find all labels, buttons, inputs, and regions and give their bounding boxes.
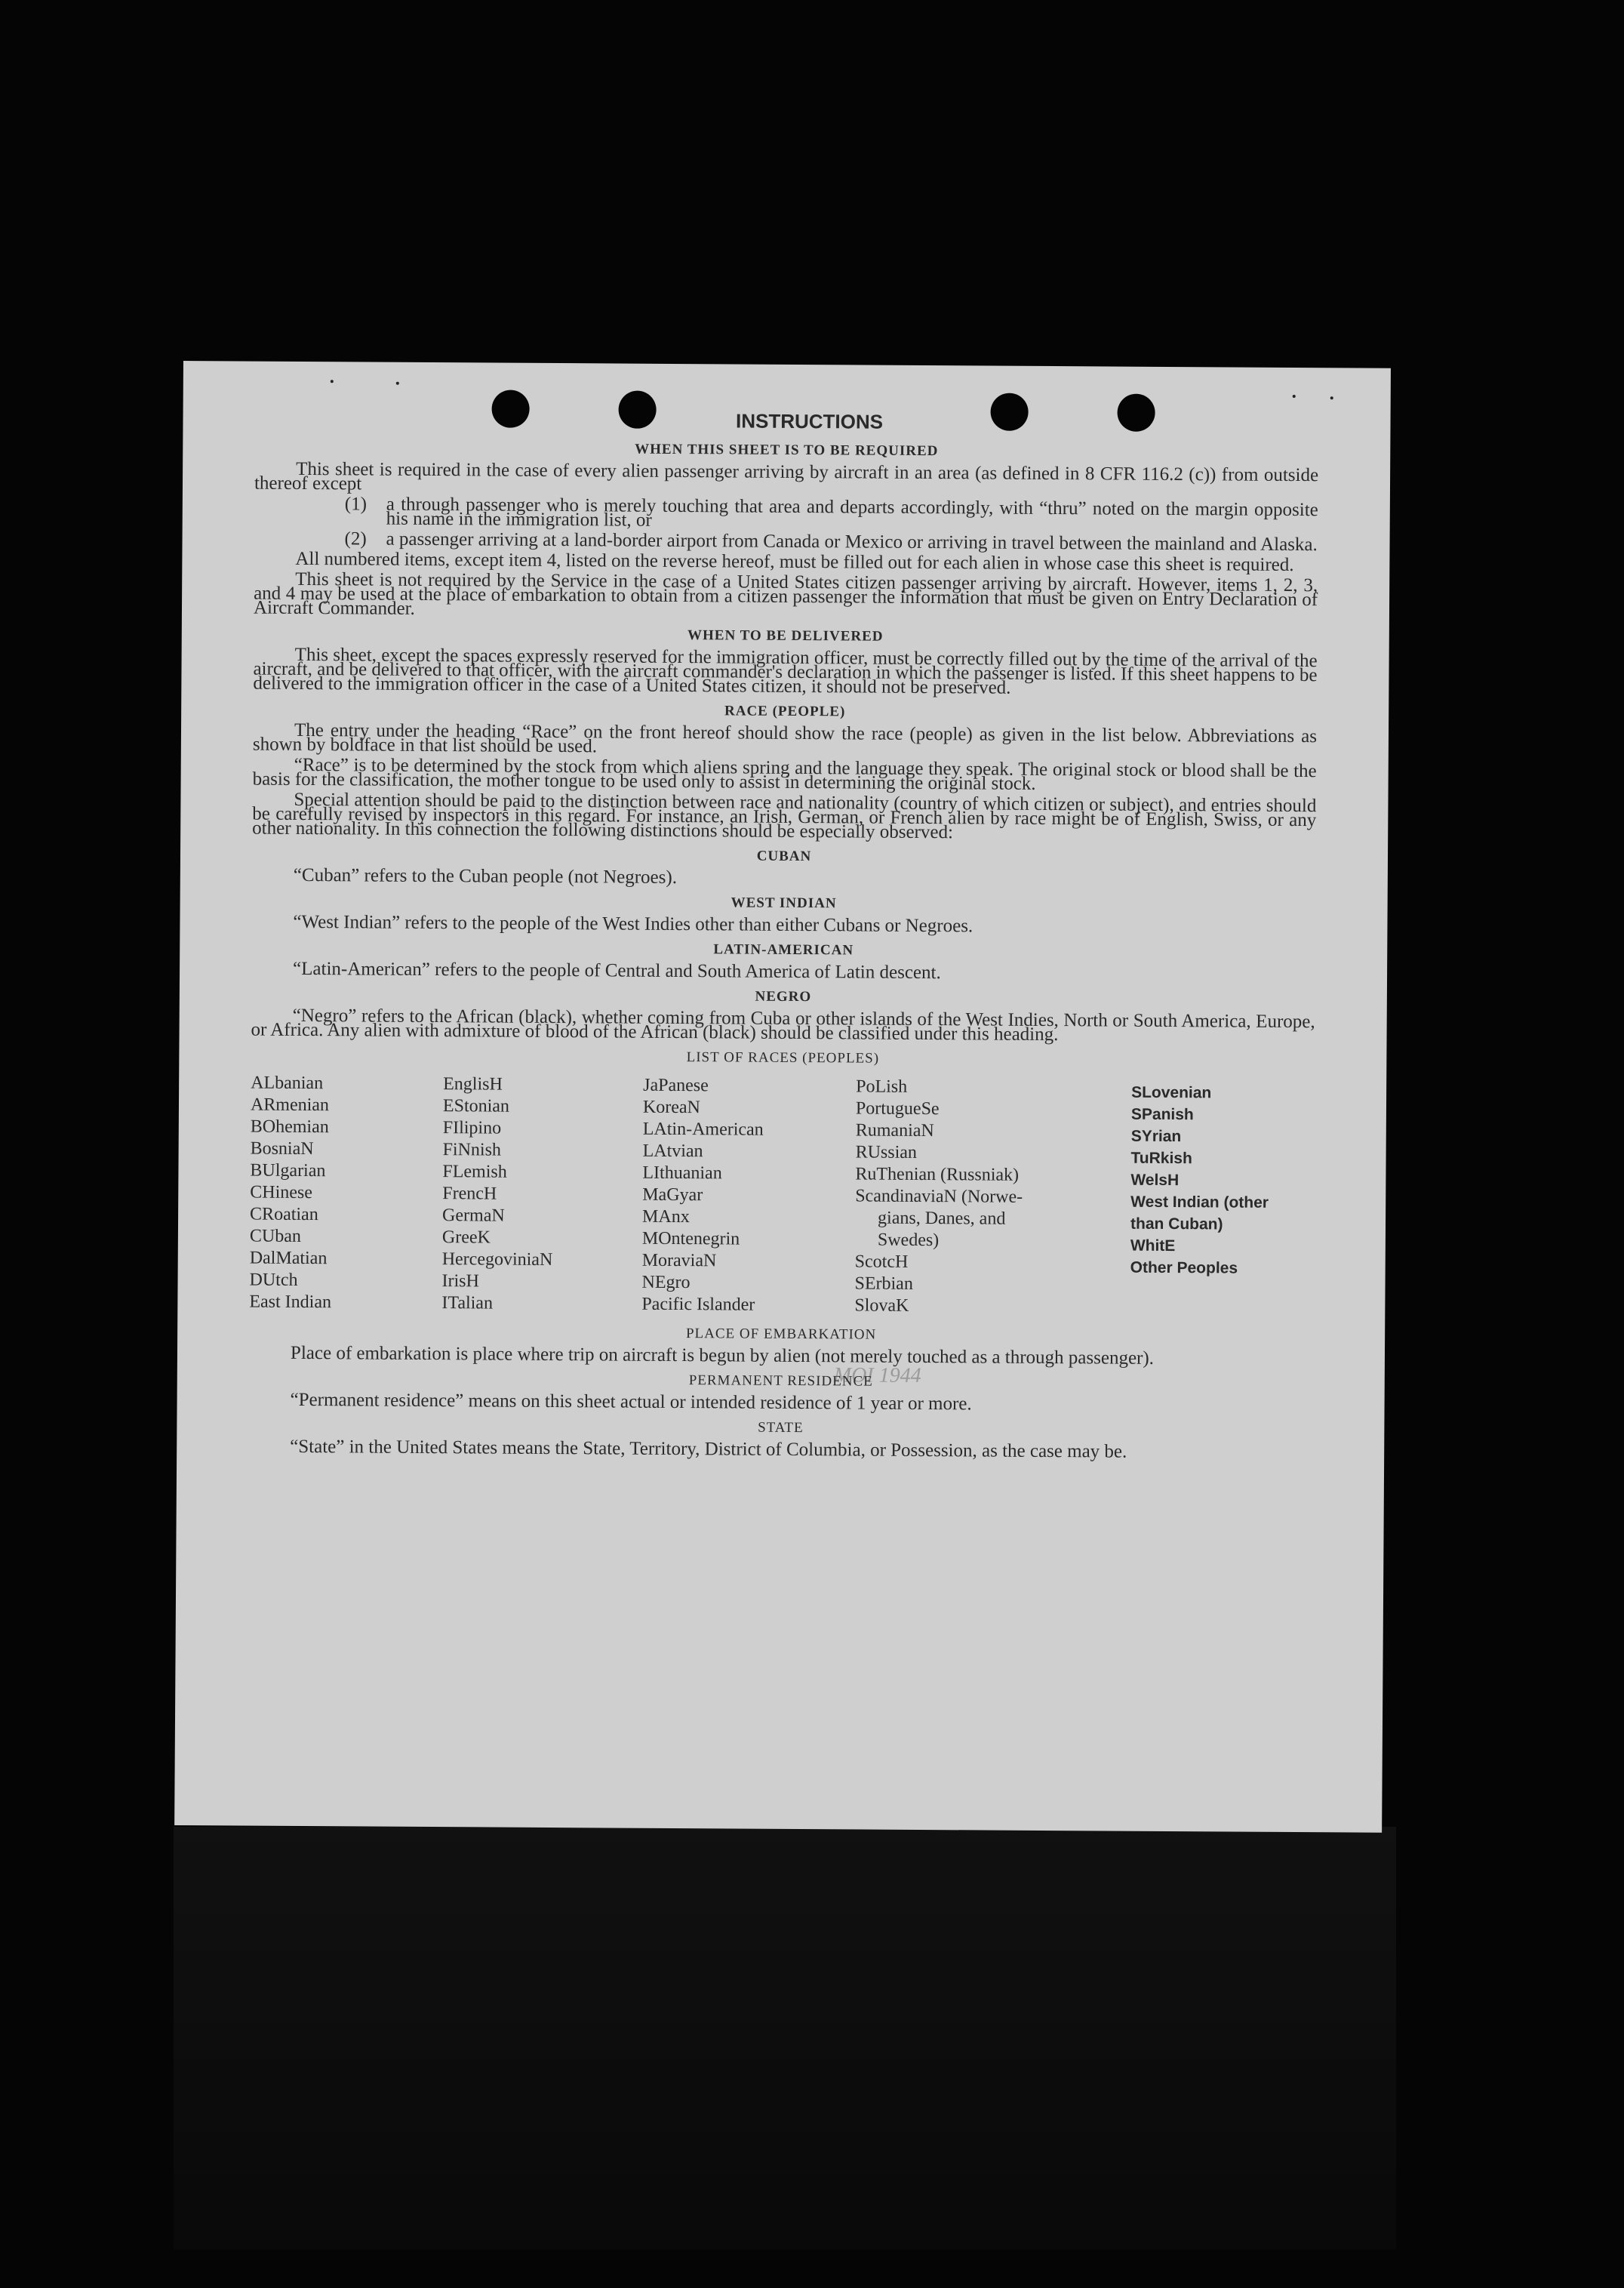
heading-state: STATE xyxy=(758,1419,804,1437)
paragraph: “Race” is to be determined by the stock from which aliens spring and the language they speak. The original stock or blood shall be the basis for the classification, the mother tongue to be used only to assist in determining the original stock. xyxy=(252,754,1317,794)
race-entry: HercegoviniaN xyxy=(441,1249,553,1270)
paragraph: “Negro” refers to the African (black), whether coming from Cuba or other islands of the West Indies, North or South America, Europe, or Africa. Any alien with admixture of blood of the African (black) should be classified under this heading. xyxy=(251,1005,1315,1045)
paragraph: Place of embarkation is place where trip on aircraft is begun by alien (not merely touched as a through passenger). xyxy=(290,1342,1155,1369)
race-entry: TuRkish xyxy=(1130,1149,1192,1168)
race-entry: RuThenian (Russniak) xyxy=(855,1164,1020,1185)
race-entry: BUlgarian xyxy=(250,1160,326,1181)
race-entry: WelsH xyxy=(1130,1171,1180,1190)
races-column xyxy=(854,1076,1131,1318)
races-column xyxy=(641,1075,856,1317)
dust-speck xyxy=(331,380,334,383)
race-entry: GreeK xyxy=(441,1227,491,1248)
races-column xyxy=(249,1073,443,1315)
paragraph: “Latin-American” refers to the people of Central and South America of Latin descent. xyxy=(293,958,941,984)
races-list xyxy=(249,1073,1315,1320)
paragraph: This sheet, except the spaces expressly reserved for the immigration officer, must be correctly filled out by the time of the arrival of the aircraft, and be delivered to that officer, with the aircraft commander's declaration in which the passenger is listed. If this sheet happens to be delivered to the immigration officer in the case of a United States citizen, it should not be preserved. xyxy=(253,644,1318,698)
race-entry: LIthuanian xyxy=(642,1162,722,1184)
handwritten-note: MOI 1944 xyxy=(833,1363,921,1387)
heading-latin-american: LATIN-AMERICAN xyxy=(713,941,854,959)
dust-speck xyxy=(396,382,399,385)
race-entry: PoLish xyxy=(856,1076,908,1097)
heading-west-indian: WEST INDIAN xyxy=(730,895,837,912)
race-entry: RumaniaN xyxy=(855,1120,934,1141)
paragraph: This sheet is required in the case of every alien passenger arriving by aircraft in an area (as defined in 8 CFR 116.2 (c)) from outside thereof except xyxy=(254,458,1319,494)
paragraph: Special attention should be paid to the distinction between race and nationality (country of which citizen or subject), and entries should be carefully revised by inspectors in this regard. For instance, an Irish, German, or French alien by race might be of English, Swiss, or any other nationality. In this connection the following distinctions should be especially observed: xyxy=(252,789,1317,843)
race-entry: East Indian xyxy=(249,1292,332,1313)
race-entry: Pacific Islander xyxy=(641,1294,755,1315)
races-column xyxy=(1130,1078,1312,1320)
exception-item xyxy=(344,494,1318,531)
race-entry: MAnx xyxy=(642,1206,690,1227)
race-entry-continued: than Cuban) xyxy=(1130,1215,1223,1233)
race-entry: SlovaK xyxy=(854,1295,909,1316)
heading-permanent-residence: PERMANENT RESIDENCE xyxy=(688,1372,873,1390)
race-entry: ITalian xyxy=(441,1293,494,1313)
paragraph: “State” in the United States means the State, Territory, District of Columbia, or Possession, as the case may be. xyxy=(290,1436,1127,1462)
item-text: a passenger arriving at a land-border airport from Canada or Mexico or arriving in travel between the mainland and Alaska. xyxy=(386,528,1318,556)
race-entry: LAtin-American xyxy=(642,1119,764,1140)
race-entry: SLovenian xyxy=(1131,1083,1212,1102)
race-entry: MaGyar xyxy=(642,1184,703,1206)
race-entry: ScotcH xyxy=(854,1252,909,1272)
item-number: (2) xyxy=(344,528,367,550)
race-entry: CHinese xyxy=(250,1182,313,1203)
paragraph: The entry under the heading “Race” on the front hereof should show the race (people) as given in the list below. Abbreviations as shown by boldface in that list should be used. xyxy=(252,719,1318,757)
paragraph: “Permanent residence” means on this sheet actual or intended residence of 1 year or more. xyxy=(290,1389,972,1415)
item-text: a through passenger who is merely touching that area and departs accordingly, with “thru” noted on the margin opposite his name in the immigration list, or xyxy=(386,494,1318,531)
paragraph: All numbered items, except item 4, listed on the reverse hereof, must be filled out for each alien in whose case this sheet is required. xyxy=(295,548,1294,575)
race-entry: CUban xyxy=(249,1226,301,1246)
paragraph: This sheet is not required by the Service in the case of a United States citizen passenger arriving by aircraft. However, items 1, 2, 3, and 4 may be used at the place of embarkation to obtain from a citizen passenger the information that must be given on Entry Declaration of Aircraft Commander. xyxy=(253,568,1318,619)
race-entry: NEgro xyxy=(641,1272,691,1293)
race-entry: FLemish xyxy=(442,1162,507,1182)
dust-speck xyxy=(1293,395,1296,398)
race-entry: RUssian xyxy=(855,1142,918,1162)
film-background xyxy=(174,1827,1396,2250)
page-title: INSTRUCTIONS xyxy=(735,409,884,433)
exception-item xyxy=(344,528,1318,556)
race-entry: SPanish xyxy=(1130,1105,1194,1124)
race-entry: ScandinaviaN (Norwe- xyxy=(855,1186,1023,1207)
heading-when-delivered: WHEN TO BE DELIVERED xyxy=(687,627,884,645)
heading-when-required: WHEN THIS SHEET IS TO BE REQUIRED xyxy=(635,441,939,460)
heading-embarkation: PLACE OF EMBARKATION xyxy=(685,1326,877,1343)
paragraph: “West Indian” refers to the people of the West Indies other than either Cubans or Negroes. xyxy=(293,911,973,937)
instructions-content xyxy=(248,407,1318,1467)
instruction-sheet xyxy=(174,361,1391,1833)
race-entry: ALbanian xyxy=(251,1073,324,1094)
race-entry-continued: Swedes) xyxy=(877,1230,940,1251)
race-entry: PortugueSe xyxy=(855,1098,940,1119)
heading-cuban: CUBAN xyxy=(756,848,812,865)
race-entry: DalMatian xyxy=(249,1248,328,1269)
race-entry: FIlipino xyxy=(442,1118,502,1138)
item-number: (1) xyxy=(344,494,368,515)
heading-negro: NEGRO xyxy=(755,988,812,1005)
race-entry: SErbian xyxy=(854,1273,913,1294)
race-entry: DUtch xyxy=(249,1270,298,1290)
heading-list-of-races: LIST OF RACES (PEOPLES) xyxy=(686,1049,880,1067)
race-entry: EnglisH xyxy=(443,1074,503,1095)
race-entry-continued: gians, Danes, and xyxy=(878,1208,1006,1229)
paragraph: “Cuban” refers to the Cuban people (not Negroes). xyxy=(293,864,678,888)
race-entry: FrencH xyxy=(442,1184,497,1204)
race-entry: Other Peoples xyxy=(1130,1258,1238,1277)
race-entry: WhitE xyxy=(1130,1236,1176,1255)
race-entry: SYrian xyxy=(1130,1127,1182,1146)
race-entry: ARmenian xyxy=(250,1095,330,1116)
race-entry: CRoatian xyxy=(250,1204,318,1225)
dust-speck xyxy=(1330,396,1333,399)
race-entry: LAtvian xyxy=(642,1141,703,1162)
race-entry: BOhemian xyxy=(250,1116,329,1138)
race-entry: FiNnish xyxy=(442,1140,502,1160)
race-entry: KoreaN xyxy=(642,1097,701,1118)
race-entry: West Indian (other xyxy=(1130,1193,1269,1212)
race-entry: GermaN xyxy=(442,1206,505,1226)
race-entry: IrisH xyxy=(441,1271,479,1292)
race-entry: EStonian xyxy=(442,1096,510,1116)
race-entry: MoraviaN xyxy=(641,1250,717,1271)
heading-race: RACE (PEOPLE) xyxy=(724,703,846,720)
race-entry: BosniaN xyxy=(250,1138,314,1159)
race-entry: MOntenegrin xyxy=(641,1228,740,1249)
races-column xyxy=(441,1073,643,1316)
race-entry: JaPanese xyxy=(643,1075,709,1096)
